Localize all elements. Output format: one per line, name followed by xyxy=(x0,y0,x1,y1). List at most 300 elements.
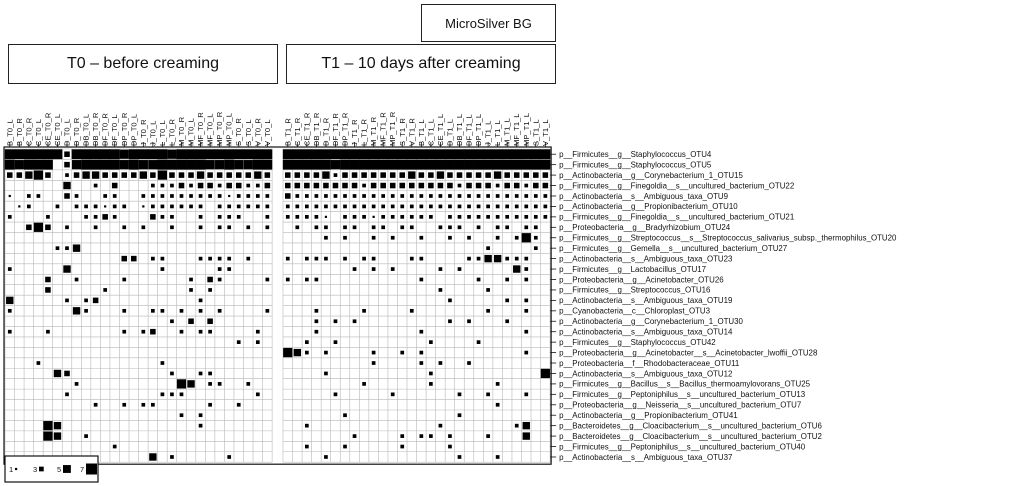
cell-square xyxy=(8,215,12,219)
cell-square xyxy=(410,215,414,219)
cell-square xyxy=(129,160,139,170)
cell-square xyxy=(295,225,299,229)
cell-square xyxy=(150,214,156,220)
cell-square xyxy=(218,194,222,198)
cell-square xyxy=(486,194,490,198)
cell-square xyxy=(65,392,69,396)
cell-square xyxy=(199,413,203,417)
cell-square xyxy=(150,329,156,335)
column-label: CE_T1_L xyxy=(435,113,445,146)
cell-square xyxy=(34,223,43,232)
cell-square xyxy=(505,225,509,229)
column-label: V_T1_R xyxy=(407,118,417,146)
cell-square xyxy=(543,172,549,178)
column-label: M_T1_L xyxy=(502,118,512,146)
cell-square xyxy=(484,255,491,262)
cell-square xyxy=(177,149,187,159)
cell-square xyxy=(524,267,528,271)
column-label: CE_T1_R xyxy=(302,112,312,146)
cell-square xyxy=(54,370,61,377)
cell-square xyxy=(362,205,366,209)
cell-square xyxy=(419,236,423,240)
cell-square xyxy=(458,215,462,219)
cell-square xyxy=(448,215,452,219)
cell-square xyxy=(43,149,53,159)
cell-square xyxy=(399,183,405,189)
cell-square xyxy=(522,233,531,242)
cell-square xyxy=(234,160,243,169)
cell-square xyxy=(419,351,423,355)
cell-square xyxy=(227,205,231,209)
cell-square xyxy=(63,182,70,189)
legend-label: 3 xyxy=(33,465,38,474)
column-label: DP_T1_L xyxy=(474,113,484,146)
cell-square xyxy=(321,160,331,170)
column-label: J_T1_L xyxy=(483,120,493,146)
cells xyxy=(5,149,550,460)
cell-square xyxy=(315,319,319,323)
cell-square xyxy=(476,183,482,189)
cell-square xyxy=(445,149,455,159)
cell-square xyxy=(141,225,145,229)
cell-square xyxy=(199,257,203,261)
cell-square xyxy=(179,183,185,189)
cell-square xyxy=(447,172,453,178)
cell-square xyxy=(400,445,404,449)
legend-label: 1 xyxy=(9,465,14,474)
cell-square xyxy=(311,160,321,170)
cell-square xyxy=(218,184,222,188)
row-label: p__Actinobacteria__s__Ambiguous_taxa_OTU14 xyxy=(559,327,733,337)
cell-square xyxy=(189,184,193,188)
cell-square xyxy=(208,372,212,376)
cell-square xyxy=(448,194,452,198)
cell-square xyxy=(458,205,462,209)
cell-square xyxy=(217,172,223,178)
column-label: MP_T1_R xyxy=(388,111,398,146)
cell-square xyxy=(419,183,425,189)
row-label: p__Actinobacteria__s__Ambiguous_taxa_OTU37 xyxy=(559,452,733,462)
column-label: M_T0_L xyxy=(186,118,196,146)
cell-square xyxy=(496,236,500,240)
cell-square xyxy=(399,172,405,178)
cell-square xyxy=(246,382,250,386)
cell-square xyxy=(448,445,452,449)
cell-square xyxy=(410,225,414,229)
cell-square xyxy=(33,160,43,170)
cell-square xyxy=(514,183,520,189)
cell-square xyxy=(208,330,212,334)
cell-square xyxy=(512,149,522,159)
row-label: p__Firmicutes__g__Lactobacillus_OTU17 xyxy=(559,264,707,274)
column-label: J_T0_L xyxy=(148,120,158,146)
legend-square xyxy=(15,468,17,470)
cell-square xyxy=(302,149,312,159)
cell-square xyxy=(283,149,293,159)
column-label: D_T0_L xyxy=(62,118,72,146)
cell-square xyxy=(467,215,471,219)
cell-square xyxy=(84,309,88,313)
cell-square xyxy=(486,392,490,396)
cell-square xyxy=(391,267,395,271)
cell-square xyxy=(496,382,500,386)
cell-square xyxy=(256,194,260,198)
cell-square xyxy=(208,288,212,292)
cell-square xyxy=(75,382,79,386)
cell-square xyxy=(523,422,530,429)
cell-square xyxy=(333,183,339,189)
cell-square xyxy=(189,278,193,282)
cell-square xyxy=(54,422,61,429)
cell-square xyxy=(161,205,165,209)
cell-square xyxy=(262,160,272,170)
cell-square xyxy=(236,172,242,178)
cell-square xyxy=(73,244,80,251)
cell-square xyxy=(196,149,206,159)
cell-square xyxy=(304,183,310,189)
cell-square xyxy=(486,288,490,292)
row-label: p__Proteobacteria__f__Rhodobacteraceae_OTU11 xyxy=(559,358,740,368)
cell-square xyxy=(464,160,474,170)
cell-square xyxy=(305,445,309,449)
cell-square xyxy=(8,309,12,313)
column-label: V_T0_R xyxy=(253,118,263,146)
cell-square xyxy=(315,215,319,219)
cell-square xyxy=(521,160,531,170)
row-label: p__Firmicutes__g__Streptococcus_OTU16 xyxy=(559,285,711,295)
cell-square xyxy=(372,351,376,355)
cell-square xyxy=(84,215,88,219)
cell-square xyxy=(455,149,465,159)
cell-square xyxy=(237,340,241,344)
cell-square xyxy=(410,194,414,198)
cell-square xyxy=(141,194,145,198)
cell-square xyxy=(458,184,462,188)
row-label: p__Firmicutes__g__Peptoniphilus__s__uncultured_bacterium_OTU13 xyxy=(559,390,806,400)
cell-square xyxy=(186,149,196,159)
cell-square xyxy=(151,205,155,209)
cell-square xyxy=(502,149,512,159)
row-label: p__Firmicutes__g__Staphylococcus_OTU4 xyxy=(559,150,712,160)
cell-square xyxy=(496,184,500,188)
column-label: MF_T0_L xyxy=(205,113,215,146)
cell-square xyxy=(262,149,272,159)
cell-square xyxy=(25,171,32,178)
cell-square xyxy=(244,160,253,169)
cell-square xyxy=(121,256,127,262)
cell-square xyxy=(543,183,549,189)
legend xyxy=(5,456,98,482)
cell-square xyxy=(9,195,11,197)
cell-square xyxy=(515,236,519,240)
legend-square xyxy=(86,464,97,475)
cell-square xyxy=(227,257,231,261)
cell-square xyxy=(464,149,474,159)
cell-square xyxy=(81,149,91,159)
row-label: p__Actinobacteria__g__Propionibacterium_OTU41 xyxy=(559,411,738,421)
cell-square xyxy=(199,299,203,303)
cell-square xyxy=(141,403,145,407)
cell-square xyxy=(246,194,250,198)
cell-square xyxy=(419,330,423,334)
cell-square xyxy=(343,194,347,198)
cell-square xyxy=(100,160,110,170)
cell-square xyxy=(496,225,500,229)
cell-square xyxy=(533,172,539,178)
row-label: p__Actinobacteria__s__Ambiguous_taxa_OTU12 xyxy=(559,369,733,379)
cell-square xyxy=(445,160,455,170)
cell-square xyxy=(496,215,500,219)
cell-square xyxy=(218,278,222,282)
cell-square xyxy=(534,194,538,198)
cell-square xyxy=(120,160,129,169)
column-label: DP_T0_R xyxy=(119,112,129,146)
cell-square xyxy=(254,171,261,178)
cell-square xyxy=(170,225,174,229)
cell-square xyxy=(94,205,98,209)
row-label: p__Actinobacteria__g__Propionibacterium_OTU10 xyxy=(559,202,738,212)
cell-square xyxy=(391,194,395,198)
cell-square xyxy=(372,205,376,209)
cell-square xyxy=(305,194,309,198)
cell-square xyxy=(372,194,376,198)
cell-square xyxy=(131,172,137,178)
cell-square xyxy=(350,149,360,159)
cell-square xyxy=(391,236,395,240)
cell-square xyxy=(435,149,445,159)
cell-square xyxy=(515,205,519,209)
cell-square xyxy=(428,172,434,178)
cell-square xyxy=(400,225,404,229)
cell-square xyxy=(359,149,369,159)
cell-square xyxy=(524,194,528,198)
cell-square xyxy=(314,183,320,189)
cell-square xyxy=(343,413,347,417)
cell-square xyxy=(54,432,61,439)
cell-square xyxy=(343,225,347,229)
cell-square xyxy=(381,225,385,229)
column-label: DB_T1_L xyxy=(454,113,464,146)
cell-square xyxy=(419,215,423,219)
cell-square xyxy=(103,194,107,198)
cell-square xyxy=(324,225,328,229)
cell-square xyxy=(416,160,426,170)
cell-square xyxy=(253,149,263,159)
cell-square xyxy=(466,183,472,189)
cell-square xyxy=(448,299,452,303)
cell-square xyxy=(325,216,327,218)
cell-square xyxy=(207,318,213,324)
cell-square xyxy=(304,172,310,178)
cell-square xyxy=(534,225,538,229)
cell-square xyxy=(27,205,31,209)
cell-square xyxy=(362,215,366,219)
cell-square xyxy=(157,160,167,170)
cell-square xyxy=(447,183,453,189)
cell-square xyxy=(467,361,471,365)
cell-square xyxy=(94,403,98,407)
cell-square xyxy=(477,205,481,209)
cell-square xyxy=(14,149,24,159)
cell-square xyxy=(483,149,493,159)
cell-square xyxy=(373,216,375,218)
cell-square xyxy=(419,194,423,198)
cell-square xyxy=(5,160,15,170)
column-label: M_T1_R xyxy=(369,116,379,146)
cell-square xyxy=(505,215,509,219)
cell-square xyxy=(179,172,185,178)
row-label: p__Proteobacteria__g__Acinetobacter_OTU26 xyxy=(559,275,724,285)
cell-square xyxy=(138,149,148,159)
cell-square xyxy=(388,149,398,159)
cell-square xyxy=(151,184,155,188)
row-label: p__Firmicutes__g__Gemella__s__uncultured_bacterium_OTU27 xyxy=(559,243,788,253)
cell-square xyxy=(505,194,509,198)
cell-square xyxy=(439,424,443,428)
cell-square xyxy=(362,194,366,198)
cell-square xyxy=(218,215,222,219)
cell-square xyxy=(93,298,99,304)
cell-square xyxy=(295,215,299,219)
cell-square xyxy=(113,194,117,198)
cell-square xyxy=(439,194,443,198)
cell-square xyxy=(455,160,465,170)
cell-square xyxy=(169,172,175,178)
cell-square xyxy=(419,361,423,365)
cell-square xyxy=(199,205,203,209)
cell-square xyxy=(429,194,433,198)
cell-square xyxy=(372,236,376,240)
cell-square xyxy=(494,171,501,178)
cell-square xyxy=(512,160,522,170)
cell-square xyxy=(285,193,291,199)
column-label: B_T1_L xyxy=(416,119,426,146)
cell-square xyxy=(161,194,165,198)
cell-square xyxy=(56,246,60,250)
cell-square xyxy=(458,194,462,198)
cell-square xyxy=(227,225,231,229)
cell-square xyxy=(103,288,107,292)
cell-square xyxy=(439,225,443,229)
cell-square xyxy=(256,392,260,396)
cell-square xyxy=(218,257,222,261)
cell-square xyxy=(43,160,53,170)
legend-label: 5 xyxy=(57,465,62,474)
row-label: p__Cyanobacteria__c__Chloroplast_OTU3 xyxy=(559,306,711,316)
cell-square xyxy=(170,455,174,459)
cell-square xyxy=(448,225,452,229)
cell-square xyxy=(46,330,50,334)
cell-square xyxy=(371,172,377,178)
cell-square xyxy=(521,149,531,159)
cell-square xyxy=(438,183,444,189)
cell-square xyxy=(533,183,539,189)
cell-square xyxy=(215,149,225,159)
cell-square xyxy=(388,160,398,170)
cell-square xyxy=(505,319,509,323)
cell-square xyxy=(353,205,357,209)
column-label: S_T0_L xyxy=(243,119,253,146)
cell-square xyxy=(410,205,414,209)
cell-square xyxy=(180,413,184,417)
cell-square xyxy=(515,424,519,428)
cell-square xyxy=(43,421,52,430)
cell-square xyxy=(266,309,270,313)
cell-square xyxy=(122,309,126,313)
cell-square xyxy=(419,434,423,438)
cell-square xyxy=(150,172,156,178)
cell-square xyxy=(170,215,174,219)
cell-square xyxy=(45,287,51,293)
cell-square xyxy=(378,149,388,159)
cell-square xyxy=(177,379,186,388)
cell-square xyxy=(112,183,118,189)
cell-square xyxy=(43,431,52,440)
cell-square xyxy=(73,307,80,314)
cell-square xyxy=(493,160,503,170)
cell-square xyxy=(121,172,127,178)
cell-square xyxy=(485,183,491,189)
cell-square xyxy=(148,149,158,159)
column-label: L_T0_L xyxy=(157,120,167,146)
cell-square xyxy=(218,205,222,209)
cell-square xyxy=(390,172,396,178)
microsilver-header: MicroSilver BG xyxy=(421,4,556,42)
cell-square xyxy=(391,215,395,219)
cell-square xyxy=(45,225,51,231)
cell-square xyxy=(419,278,423,282)
cell-square xyxy=(256,330,260,334)
cell-square xyxy=(524,309,528,313)
cell-square xyxy=(196,160,206,170)
cell-square xyxy=(486,205,490,209)
cell-square xyxy=(139,160,148,169)
cell-square xyxy=(112,172,118,178)
cell-square xyxy=(224,160,234,170)
cell-square xyxy=(343,205,347,209)
cell-square xyxy=(266,205,270,209)
column-label: DF_T1_L xyxy=(464,114,474,146)
cell-square xyxy=(226,183,232,189)
cell-square xyxy=(227,267,231,271)
cell-square xyxy=(15,160,24,169)
cell-square xyxy=(158,170,167,179)
cell-square xyxy=(359,160,369,170)
cell-square xyxy=(429,382,433,386)
cell-square xyxy=(45,277,51,283)
cell-square xyxy=(180,205,184,209)
cell-square xyxy=(24,149,34,159)
cell-square xyxy=(380,183,386,189)
row-label: p__Firmicutes__g__Finegoldia__s__uncultured_bacterium_OTU21 xyxy=(559,212,795,222)
cell-square xyxy=(476,172,482,178)
cell-square xyxy=(380,172,386,178)
cell-square xyxy=(266,225,270,229)
column-label: MF_T1_L xyxy=(512,113,522,146)
t0-header: T0 – before creaming xyxy=(8,44,278,84)
cell-square xyxy=(419,172,425,178)
cell-square xyxy=(74,172,80,178)
cell-square xyxy=(305,205,309,209)
cell-square xyxy=(353,267,357,271)
cell-square xyxy=(324,351,328,355)
column-label: B_T0_L xyxy=(5,119,15,146)
cell-square xyxy=(315,257,319,261)
cell-square xyxy=(26,225,32,231)
cell-square xyxy=(122,205,126,209)
cell-square xyxy=(408,171,415,178)
cell-square xyxy=(343,236,347,240)
